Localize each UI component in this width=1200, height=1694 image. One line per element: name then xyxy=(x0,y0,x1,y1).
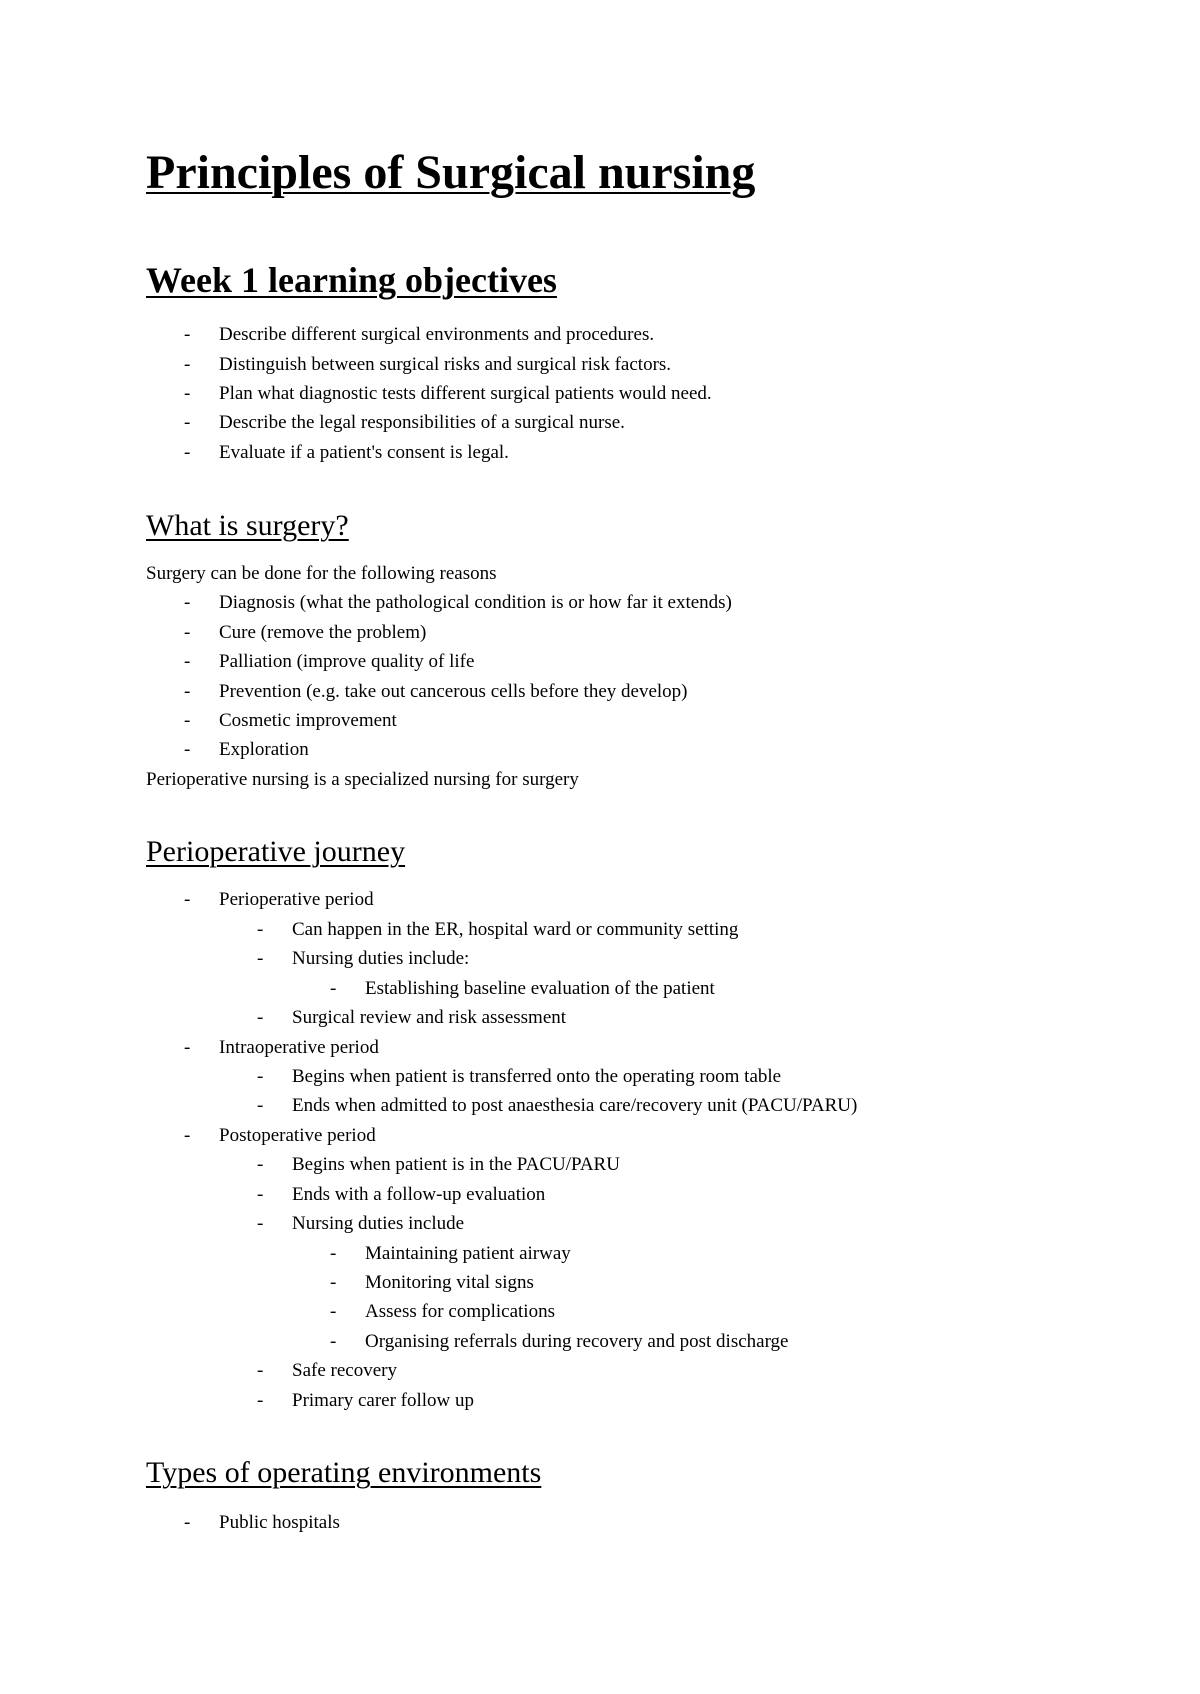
list-item: Nursing duties include xyxy=(292,1213,465,1234)
bullet-dash: - xyxy=(257,1154,264,1175)
objectives-heading: Week 1 learning objectives xyxy=(146,260,557,300)
bullet-dash: - xyxy=(184,412,191,433)
list-item: Ends with a follow-up evaluation xyxy=(292,1184,546,1205)
list-item: Monitoring vital signs xyxy=(365,1272,534,1293)
list-item: Maintaining patient airway xyxy=(365,1243,571,1264)
list-item: Ends when admitted to post anaesthesia care/recovery unit (PACU/PARU) xyxy=(292,1095,858,1116)
bullet-dash: - xyxy=(184,889,191,910)
bullet-dash: - xyxy=(184,1512,191,1533)
list-item: Distinguish between surgical risks and surgical risk factors. xyxy=(219,354,672,375)
list-item: Begins when patient is in the PACU/PARU xyxy=(292,1154,620,1175)
list-item: Cure (remove the problem) xyxy=(219,622,427,643)
surgery-heading: What is surgery? xyxy=(146,509,349,542)
bullet-dash: - xyxy=(184,592,191,613)
bullet-dash: - xyxy=(330,1243,337,1264)
bullet-dash: - xyxy=(257,919,264,940)
bullet-dash: - xyxy=(184,1125,191,1146)
list-item: Nursing duties include: xyxy=(292,948,470,969)
surgery-intro: Surgery can be done for the following reasons xyxy=(146,563,497,584)
list-item: Can happen in the ER, hospital ward or community setting xyxy=(292,919,739,940)
bullet-dash: - xyxy=(184,1037,191,1058)
bullet-dash: - xyxy=(257,1184,264,1205)
bullet-dash: - xyxy=(184,354,191,375)
list-item: Establishing baseline evaluation of the patient xyxy=(365,978,715,999)
journey-heading: Perioperative journey xyxy=(146,835,406,868)
list-item: Palliation (improve quality of life xyxy=(219,651,475,672)
document-title: Principles of Surgical nursing xyxy=(146,146,756,199)
list-item: Public hospitals xyxy=(219,1512,340,1533)
surgery-outro: Perioperative nursing is a specialized nursing for surgery xyxy=(146,769,579,790)
list-item: Diagnosis (what the pathological condition is or how far it extends) xyxy=(219,592,732,613)
list-item: Evaluate if a patient's consent is legal. xyxy=(219,442,509,463)
list-item: Describe different surgical environments and procedures. xyxy=(219,324,655,345)
list-item: Intraoperative period xyxy=(219,1037,379,1058)
bullet-dash: - xyxy=(257,1390,264,1411)
bullet-dash: - xyxy=(330,1272,337,1293)
list-item: Perioperative period xyxy=(219,889,374,910)
list-item: Surgical review and risk assessment xyxy=(292,1007,567,1028)
bullet-dash: - xyxy=(184,324,191,345)
bullet-dash: - xyxy=(184,651,191,672)
bullet-dash: - xyxy=(257,1007,264,1028)
bullet-dash: - xyxy=(257,1213,264,1234)
bullet-dash: - xyxy=(330,978,337,999)
list-item: Postoperative period xyxy=(219,1125,376,1146)
bullet-dash: - xyxy=(330,1331,337,1352)
bullet-dash: - xyxy=(257,1066,264,1087)
environments-heading: Types of operating environments xyxy=(146,1456,542,1489)
list-item: Cosmetic improvement xyxy=(219,710,397,731)
bullet-dash: - xyxy=(184,383,191,404)
bullet-dash: - xyxy=(184,442,191,463)
list-item: Organising referrals during recovery and post discharge xyxy=(365,1331,789,1352)
list-item: Describe the legal responsibilities of a surgical nurse. xyxy=(219,412,625,433)
bullet-dash: - xyxy=(257,1360,264,1381)
list-item: Assess for complications xyxy=(365,1301,555,1322)
bullet-dash: - xyxy=(184,681,191,702)
list-item: Begins when patient is transferred onto the operating room table xyxy=(292,1066,782,1087)
list-item: Exploration xyxy=(219,739,309,760)
list-item: Primary carer follow up xyxy=(292,1390,475,1411)
bullet-dash: - xyxy=(184,710,191,731)
bullet-dash: - xyxy=(330,1301,337,1322)
list-item: Prevention (e.g. take out cancerous cells before they develop) xyxy=(219,681,688,702)
bullet-dash: - xyxy=(184,739,191,760)
list-item: Plan what diagnostic tests different surgical patients would need. xyxy=(219,383,712,404)
bullet-dash: - xyxy=(184,622,191,643)
list-item: Safe recovery xyxy=(292,1360,397,1381)
bullet-dash: - xyxy=(257,948,264,969)
bullet-dash: - xyxy=(257,1095,264,1116)
